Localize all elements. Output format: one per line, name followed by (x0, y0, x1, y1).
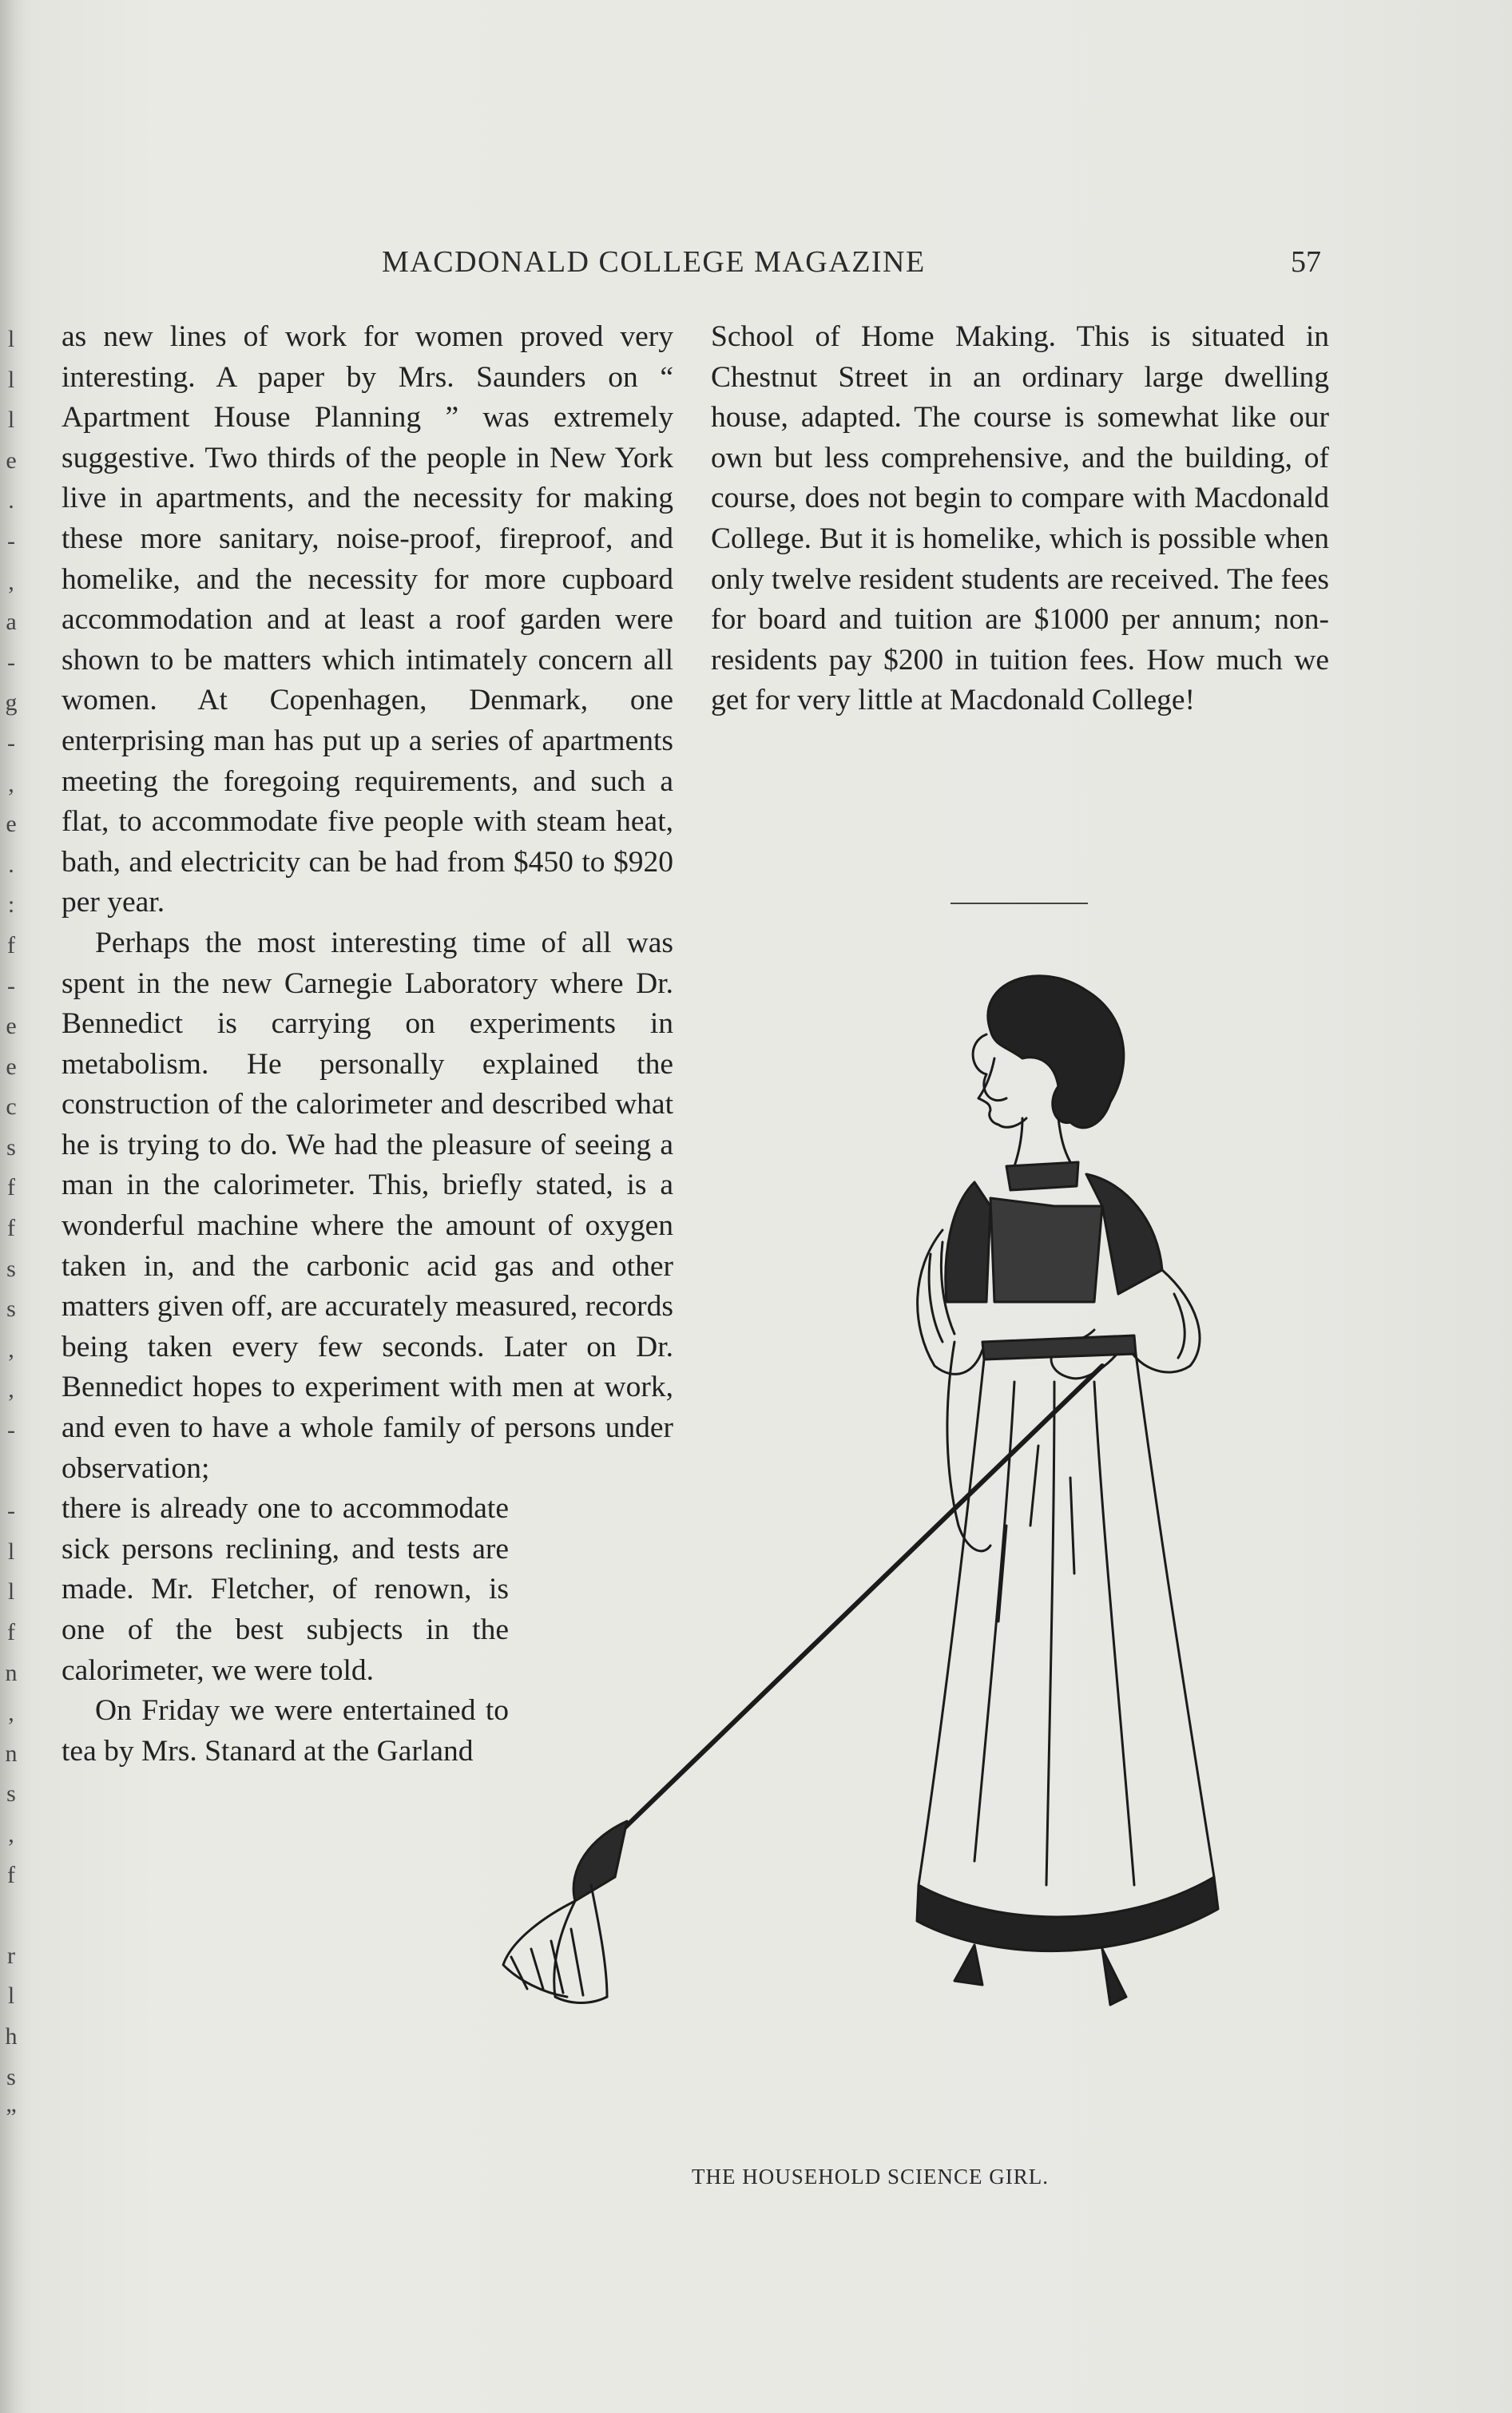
paragraph-carnegie-laboratory-continued: there is already one to accommodate sick persons reclining, and tests are made. Mr. Fletcher, of renown, is one of the best subjects in the calorimeter, we were told. (62, 1492, 509, 1687)
facing-page-letter: h (5, 2022, 18, 2050)
facing-page-letter: f (7, 1619, 15, 1645)
facing-page-letter: l (7, 366, 15, 393)
facing-page-letters (2, 319, 21, 2138)
woman-with-broom-drawing (495, 966, 1342, 2157)
section-divider (950, 903, 1088, 904)
facing-page-letter: e (6, 446, 17, 474)
facing-page-letter: - (7, 527, 15, 554)
figure-caption: THE HOUSEHOLD SCIENCE GIRL. (692, 2165, 1049, 2189)
facing-page-letter: s (6, 1133, 16, 1161)
facing-page-letter: l (7, 326, 15, 352)
facing-page-letter: f (7, 931, 15, 958)
facing-page-letter: n (5, 1659, 18, 1686)
paragraph-school-of-home-making: School of Home Making. This is situated in Chestnut Street in an ordinary large dwelling house, adapted. The course is somewhat like our own but less comprehensive, and the building, of course, does not begin to compare with Macdonald College. But it is homelike, which is possible when only twelve resident students are received. The fees for board and tuition are $1000 per annum; non-residents pay $200 in tuition fees. How much we get for very little at Macdonald College! (711, 320, 1330, 717)
facing-page-letter (2, 1895, 21, 1936)
facing-page-letter: s (6, 1255, 16, 1282)
facing-page-letter: , (8, 1820, 14, 1847)
household-science-girl-illustration (495, 966, 1342, 2157)
facing-page-letter: s (6, 2063, 16, 2090)
facing-page-letter: f (7, 1215, 15, 1242)
right-column (711, 317, 1329, 721)
facing-page-letter: - (7, 649, 15, 676)
facing-page-letter: f (7, 1861, 15, 1888)
facing-page-letter: , (8, 568, 14, 595)
facing-page-letter: - (7, 972, 15, 999)
facing-page-letter: : (7, 891, 15, 919)
facing-page-letter: , (8, 770, 14, 797)
facing-page-letter: e (6, 811, 17, 838)
paragraph-friday-tea: On Friday we were entertained to tea by Mrs. Stanard at the Garland (62, 1694, 509, 1768)
facing-page-letter: - (7, 729, 15, 756)
paragraph-carnegie-laboratory: Perhaps the most interesting time of all was spent in the new Carnegie Laboratory where Dr. Bennedict is carrying on experiments in metabolism. He personally explained the construction of the calorimeter and described what he is trying to do. We had the pleasure of seeing a man in the calorimeter. This, briefly stated, is a wonderful machine where the amount of oxygen taken in, and the carbonic acid gas and other matters given off, are accurately measured, records being taken every few seconds. Later on Dr. Bennedict hopes to experiment with men at work, and even to have a whole family of persons under observation; (62, 926, 673, 1485)
facing-page-letter: s (6, 1780, 16, 1808)
facing-page-letter: , (8, 1700, 14, 1727)
facing-page-letter: , (8, 1335, 14, 1363)
facing-page-letter: s (6, 1296, 16, 1323)
facing-page-letter: n (5, 1740, 18, 1767)
running-head: MACDONALD COLLEGE MAGAZINE (382, 245, 926, 279)
facing-page-edge (0, 0, 27, 2413)
facing-page-letter (2, 1451, 21, 1492)
facing-page-letter: f (7, 1174, 15, 1201)
facing-page-letter: e (6, 1053, 17, 1080)
facing-page-letter: g (5, 689, 18, 716)
facing-page-letter: . (8, 851, 14, 878)
facing-page-letter: - (7, 1498, 15, 1525)
facing-page-letter: e (6, 1013, 17, 1040)
facing-page-letter: ” (6, 2104, 17, 2131)
facing-page-letter: - (7, 1417, 15, 1444)
facing-page-letter: c (6, 1093, 17, 1121)
facing-page-letter: a (6, 609, 17, 636)
facing-page-letter: l (7, 1982, 15, 2010)
facing-page-letter: , (8, 1376, 14, 1403)
facing-page-letter: l (7, 1578, 15, 1605)
facing-page-letter: l (7, 407, 15, 434)
page-number: 57 (1291, 245, 1321, 279)
facing-page-letter: . (8, 487, 14, 514)
facing-page-letter: r (7, 1942, 15, 1969)
paragraph-apartments: as new lines of work for women proved very interesting. A paper by Mrs. Saunders on “ Apartment House Planning ” was extremely suggestive. Two thirds of the people in New York live in apartments, and the necessity for making these more sanitary, noise-proof, fireproof, and homelike, and the necessity for more cupboard accommodation and at least a roof garden were shown to be matters which intimately concern all women. At Copenhagen, Denmark, one enterprising man has put up a series of apartments meeting the foregoing requirements, and such a flat, to accommodate five people with steam heat, bath, and electricity can be had from $450 to $920 per year. (62, 320, 673, 919)
facing-page-letter: l (7, 1538, 15, 1565)
